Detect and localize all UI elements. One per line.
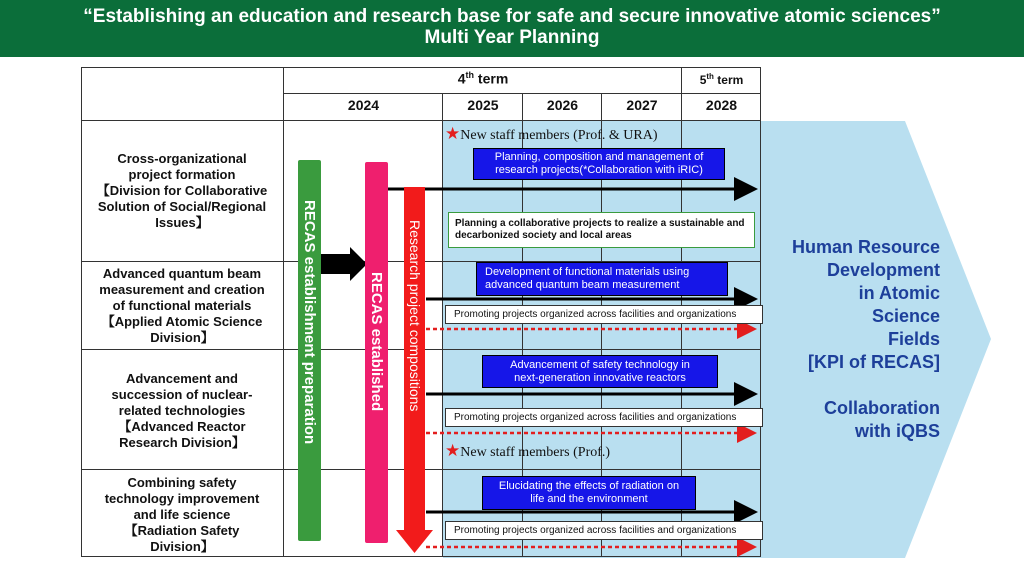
box-planning: Planning, composition and management of research projects(*Collaboration with iRIC) — [473, 148, 725, 180]
year-2026: 2026 — [546, 97, 579, 113]
right-panel-text: Human Resource Development in Atomic Science Fields [KPI of RECAS] Collaboration with iQBS — [791, 237, 940, 441]
star-icon: ★ — [445, 124, 461, 143]
term-4-header: 4th term — [457, 70, 509, 87]
red-bar-label: Research project compositions — [407, 220, 423, 412]
box-promoting-1: Promoting projects organized across facilities and organizations — [445, 305, 763, 324]
green-bar: RECAS establishment preparation — [298, 160, 321, 541]
term-5-header: 5th term — [699, 72, 744, 87]
row-label-radiation: Combining safety technology improvement and life science 【Radiation Safety Division】 — [104, 475, 260, 554]
year-2027: 2027 — [626, 97, 658, 113]
row-label-applied: Advanced quantum beam measurement and creation of functional materials 【Applied Atomic Science Division】 — [99, 266, 265, 345]
row-label-reactor: Advancement and succession of nuclear- related technologies 【Advanced Reactor Research Division】 — [111, 371, 253, 450]
transition-arrow — [321, 247, 367, 281]
year-2025: 2025 — [467, 97, 499, 113]
red-bar-label-wrap — [404, 220, 426, 411]
box-radiation: Elucidating the effects of radiation on life and the environment — [482, 476, 696, 510]
star-icon: ★ — [445, 441, 461, 460]
pink-bar: RECAS established — [365, 162, 388, 543]
box-functional: Development of functional materials using advanced quantum beam measurement — [476, 262, 728, 296]
box-safety: Advancement of safety technology in next-generation innovative reactors — [482, 355, 718, 388]
box-collaborative: Planning a collaborative projects to realize a sustainable and decarbonized society and local areas — [448, 212, 755, 248]
year-2024: 2024 — [347, 97, 380, 113]
year-2028: 2028 — [705, 97, 738, 113]
staff-note-2: ★New staff members (Prof.) — [445, 441, 611, 460]
box-promoting-2: Promoting projects organized across facilities and organizations — [445, 408, 763, 427]
row-label-collaborative: Cross-organizational project formation 【Division for Collaborative Solution of Social/Regional Issues】 — [96, 151, 268, 230]
banner-title: “Establishing an education and research base for safe and secure innovative atomic sciences” — [83, 6, 941, 27]
staff-note-1: ★New staff members (Prof. & URA) — [445, 124, 658, 143]
banner-subtitle: Multi Year Planning — [424, 27, 600, 48]
box-promoting-3: Promoting projects organized across facilities and organizations — [445, 521, 763, 540]
